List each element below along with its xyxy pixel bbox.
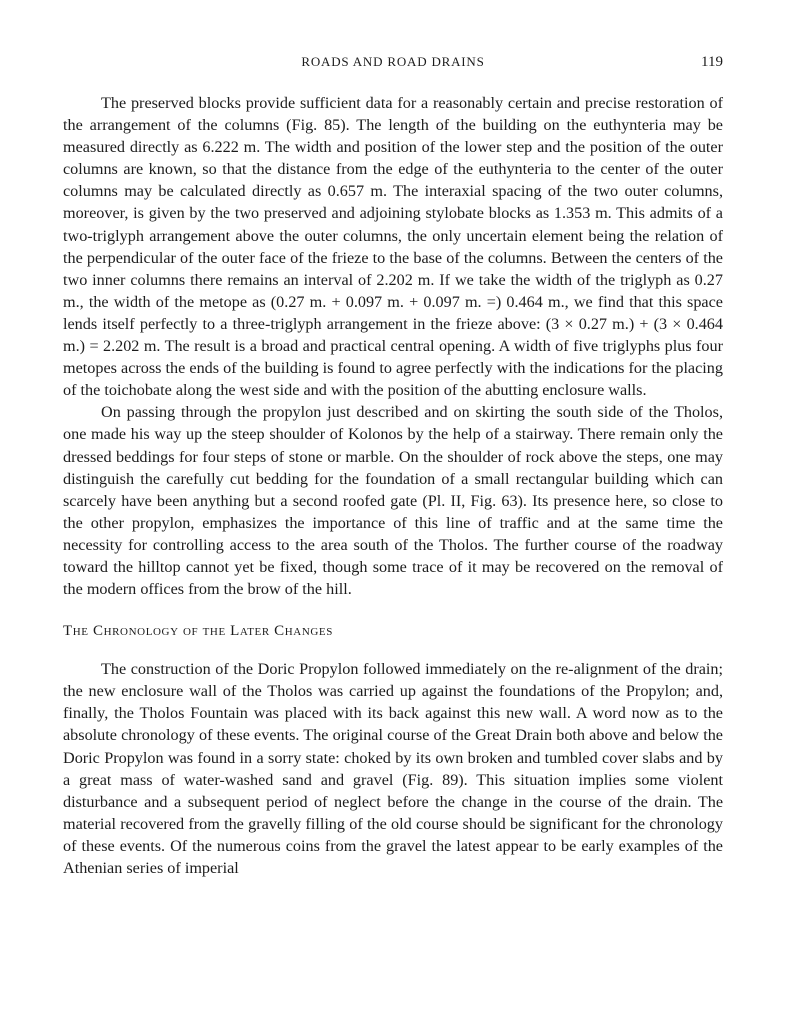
running-header [63, 54, 723, 76]
paragraph-columns-restoration: The preserved blocks provide sufficient data for a reasonably certain and precise restoration of the arrangement of the columns (Fig. 85). The length of the building on the euthynteria may be measured directly as 6.222 m. The width and position of the lower step and the position of the outer columns are known, so that the distance from the edge of the euthynteria to the center of the outer columns may be calculated directly as 0.657 m. The interaxial spacing of the two outer columns, moreover, is given by the two preserved and adjoining stylobate blocks as 1.353 m. This admits of a two-triglyph arrangement above the outer columns, the only uncertain element being the relation of the perpendicular of the outer face of the frieze to the base of the columns. Between the centers of the two inner columns there remains an interval of 2.202 m. If we take the width of the triglyph as 0.27 m., the width of the metope as (0.27 m. + 0.097 m. + 0.097 m. =) 0.464 m., we find that this space lends itself perfectly to a three-triglyph arrangement in the frieze above: (3 × 0.27 m.) + (3 × 0.464 m.) = 2.202 m. The result is a broad and practical central opening. A width of five triglyphs plus four metopes across the ends of the building is found to agree perfectly with the indications for the placing of the toichobate along the west side and with the position of the abutting enclosure walls. [63, 94, 723, 400]
document-page [63, 54, 723, 879]
paragraph-propylon-stairway: On passing through the propylon just described and on skirting the south side of the Tholos, one made his way up the steep shoulder of Kolonos by the help of a stairway. There remain only the dressed beddings for four steps of stone or marble. On the shoulder of rock above the steps, one may distinguish the carefully cut bedding for the foundation of a small rectangular building which can scarcely have been anything but a second roofed gate (Pl. II, Fig. 63). Its presence here, so close to the other propylon, emphasizes the importance of this line of traffic and at the same time the necessity for controlling access to the area south of the Tholos. The further course of the roadway toward the hilltop cannot yet be fixed, though some trace of it may be recovered on the removal of the modern offices from the brow of the hill. [63, 403, 723, 599]
body-text [63, 92, 723, 879]
running-title: ROADS AND ROAD DRAINS [301, 54, 485, 69]
paragraph-chronology: The construction of the Doric Propylon followed immediately on the re-alignment of the drain; the new enclosure wall of the Tholos was carried up against the foundations of the Propylon; and, finally, the Tholos Fountain was placed with its back against this new wall. A word now as to the absolute chronology of these events. The original course of the Great Drain both above and below the Doric Propylon was found in a sorry state: choked by its own broken and tumbled cover slabs and by a great mass of water-washed sand and gravel (Fig. 89). This situation implies some violent disturbance and a subsequent period of neglect before the change in the course of the drain. The material recovered from the gravelly filling of the old course should be significant for the chronology of these events. Of the numerous coins from the gravel the latest appear to be early examples of the Athenian series of imperial [63, 660, 723, 877]
section-heading: The Chronology of the Later Changes [63, 623, 333, 640]
page-number: 119 [701, 54, 723, 70]
